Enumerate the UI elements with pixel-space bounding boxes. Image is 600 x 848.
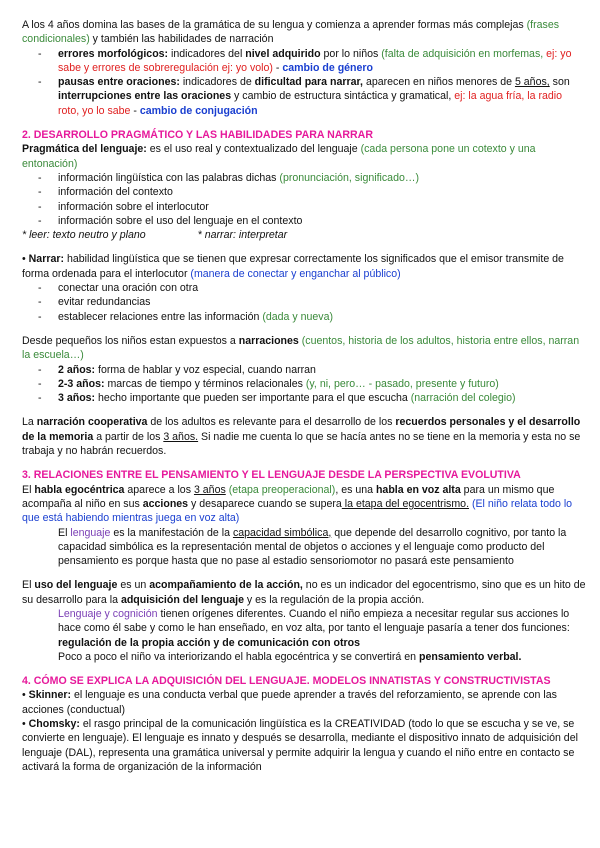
pragmatica-paragraph [22,142,586,171]
text: información sobre el interlocutor [58,200,209,213]
text: , es una [335,483,376,496]
example-green: (falta de adquisición en morfemas, [381,47,547,60]
keyword-purple: Lenguaje y cognición [58,607,158,620]
chomsky-paragraph: • Chomsky: el rasgo principal de la comunicación lingüística es la CREATIVIDAD (todo lo que se escucha y se ve, se convierte en lenguaje). El lenguaje es innato y después se desarrolla, mediante el dispositivo innato de adquisición del lenguaje (DAL), representa una gramática universal y permite adquirir la lengua y cuando el niño entre en contacto se activará la forma de organización de la información [22,718,578,773]
term: narración cooperativa [36,416,148,429]
list-item [22,200,586,214]
list-item-pausas [22,75,586,118]
text: por lo niños [320,47,382,60]
text: establecer relaciones entre las información [58,310,263,323]
pragmatica-list [22,171,586,228]
example-green: (cada persona pone un cotexto y una entonación) [22,143,536,170]
term: recuerdos personales y el desarrollo de la memoria [22,416,581,443]
text: aparecen en niños menores de [363,76,515,89]
lenguaje-cognicion-paragraph [22,607,586,650]
keyword-blue: cambio de conjugación [139,104,258,117]
example-green: (dada y nueva) [262,310,333,323]
text: marcas de tiempo y términos relacionales [104,377,306,390]
term: interrupciones entre las oraciones [58,90,232,103]
term: errores morfológicos: [58,47,169,60]
text: El [22,483,35,496]
intro-list [22,47,586,118]
term: dificultad para narrar, [254,76,363,89]
text: indicadores del [168,47,246,60]
term: 2 años: [58,363,96,376]
list-item [22,281,586,295]
text: es el uso real y contextualizado del lenguaje [146,143,361,156]
example-blue: (El niño relata todo lo que está habiendo mientras juega en voz alta) [22,497,573,525]
example-green: (narración del colegio) [410,392,516,405]
term: pensamiento verbal. [419,650,522,663]
term: narraciones [238,334,299,347]
text: evitar redundancias [58,296,151,309]
text: información del contexto [58,186,173,199]
underlined-text: capacidad simbólica, [232,526,332,539]
term: pausas entre oraciones: [58,76,180,89]
text: A los 4 años domina las bases de la gramática de su lengua y comienza a aprender formas más complejas [22,19,527,31]
example-green: (cuentos, historia de los adultos, historia entre ellos, narran la escuela…) [22,334,580,362]
text: hecho importante que pueden ser importante para el que escucha [95,392,411,405]
uso-paragraph [22,578,586,607]
example-green: (pronunciación, significado…) [279,171,419,184]
list-item [22,391,586,405]
text: aparece a los [124,483,194,496]
term: 3 años: [58,392,96,405]
term: uso del lenguaje [34,579,118,592]
list-item [22,214,586,228]
section-heading-3: 3. RELACIONES ENTRE EL PENSAMIENTO Y EL LENGUAJE DESDE LA PERSPECTIVA EVOLUTIVA [22,469,521,482]
notes-row [22,228,586,242]
text: es la manifestación de la [110,526,233,539]
skinner-paragraph: • Skinner: el lenguaje es una conducta verbal que puede aprender a través del reforzamiento, se aprende con las acciones (conductual) [22,689,557,716]
ages-list [22,363,586,406]
list-item [22,295,586,309]
simbolica-paragraph [22,526,586,569]
term: habla egocéntrica [34,483,125,496]
term: Skinner: [28,689,72,702]
text: son [549,76,570,89]
term: 2-3 años: [58,377,105,390]
text: Si nadie me cuenta lo que se hacía antes no se tiene en la memoria y esta no se trabaja y no habrán recuerdos. [22,430,581,458]
keyword-purple: lenguaje [70,526,111,539]
term: Narrar: [28,253,64,266]
text: El [22,579,35,592]
note-narrar: * narrar: interpretar [197,229,288,242]
text: habilidad lingüística que se tienen que expresar correctamente los significados que el emisor transmite de forma ordenada para el interlocutor [22,253,564,280]
keyword-blue: cambio de género [282,61,374,74]
underlined-text: 3 años. [163,430,199,443]
list-item [22,185,586,199]
list-item [22,171,586,185]
text: de los adultos es relevante para el desarrollo de los [147,416,396,429]
text: información lingüística con las palabras dichas [58,171,280,184]
example-green: (y, ni, pero… - pasado, presente y futuro) [305,377,499,390]
narrar-list [22,281,586,324]
term: adquisición del lenguaje [120,593,244,606]
list-item [22,363,586,377]
term: nivel adquirido [245,47,321,60]
note-leer: * leer: texto neutro y plano [22,229,146,242]
text: indicadores de [179,76,255,89]
text: y también las habilidades de narración [89,33,274,46]
example-green: (frases condicionales) [22,19,560,46]
text: y desaparece cuando se supera [188,497,342,510]
text: y cambio de estructura sintáctica y gramatical, [231,90,455,103]
desde-paragraph [22,334,586,363]
text: no es un indicador del egocentrismo, sino que es un hito de su desarrollo para la [22,579,586,606]
text: - [272,61,283,74]
text: El [58,526,71,539]
example-red: ej: la agua fría, la radio roto, yo lo sabe [58,90,563,117]
egocentrica-paragraph [22,483,586,526]
intro-paragraph [22,18,586,47]
text: es un [117,579,150,592]
cooperativa-paragraph [22,415,586,458]
underlined-text: la etapa del egocentrismo. [341,497,470,510]
section-heading-2: 2. DESARROLLO PRAGMÁTICO Y LAS HABILIDADES PARA NARRAR [22,129,373,142]
underlined-text: 5 años, [514,76,550,89]
list-item-errores [22,47,586,76]
text: conectar una oración con otra [58,282,199,295]
text: para un mismo que acompaña al niño en sus [22,483,555,510]
text: información sobre el uso del lenguaje en el contexto [58,214,303,227]
text: - [130,104,140,117]
list-item [22,310,586,324]
term: acompañamiento de la acción, [149,579,303,592]
term: Pragmática del lenguaje: [22,143,147,156]
example-red: ej: yo sabe y errores de sobreregulación ej: yo volo) [58,47,572,74]
text: el rasgo principal de la comunicación lingüística es la CREATIVIDAD (todo lo que se escucha y se ve, se convierte en lenguaje). El lenguaje es innato y después se desarrolla, mediante el dispositivo innato de adquisición del lenguaje (DAL), representa una gramática universal y permite adquirir la lengua y cuando el niño entre en contacto se activará la forma de organización de la información [22,718,578,773]
term: Chomsky: [28,718,80,731]
poco-a-poco-paragraph [22,650,586,664]
text: tienen orígenes diferentes. Cuando el niño empieza a necesitar regular sus acciones lo hace como él sabe y como le han enseñado, en voz alta, por tanto el lenguaje pasaría a tener dos funciones: [58,607,570,635]
text: a partir de los [93,430,164,443]
term: regulación de la propia acción y de comunicación con otros [58,636,360,649]
example-blue: (manera de conectar y enganchar al público) [190,267,401,280]
underlined-text: 3 años [193,483,226,496]
list-item [22,377,586,391]
text: y es la regulación de la propia acción. [243,593,425,606]
text: La [22,416,37,429]
section-heading-4: 4. CÓMO SE EXPLICA LA ADQUISICIÓN DEL LENGUAJE. MODELOS INNATISTAS Y CONSTRUCTIVISTAS [22,675,551,688]
term: acciones [142,497,189,510]
text: Desde pequeños los niños estan expuestos a [22,334,239,347]
text: el lenguaje es una conducta verbal que puede aprender a través del reforzamiento, se aprende con las acciones (conductual) [22,689,557,716]
text: que depende del desarrollo cognitivo, por tanto la capacidad simbólica es la representación mental de objetos o acciones y el lenguaje como producto del pensamiento es porque hasta que no pase al estadio sensoriomotor no pasará este pensamiento [58,526,567,568]
narrar-paragraph: • Narrar: habilidad lingüística que se tienen que expresar correctamente los significados que el emisor transmite de forma ordenada para el interlocutor (manera de conectar y enganchar al público) [22,253,564,280]
example-green: (etapa preoperacional) [225,483,336,496]
text: Poco a poco el niño va interiorizando el habla egocéntrica y se convertirá en [58,650,419,663]
term: habla en voz alta [375,483,461,496]
text: forma de hablar y voz especial, cuando narran [95,363,316,376]
